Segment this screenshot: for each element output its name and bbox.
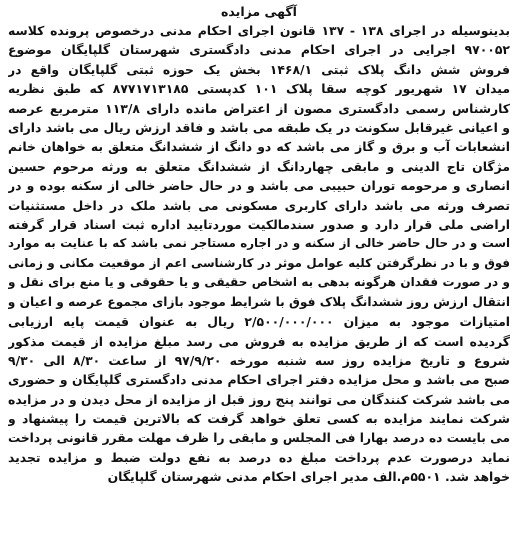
notice-line: و اعیانی غیرقابل سکونت در یک طبقه می باشد و فاقد ارزش ریال می باشد دارای (8, 120, 510, 136)
notice-line: نماید درصورت عدم پرداخت مبلغ ده درصد به نفع دولت ضبط و مزایده تجدید (8, 449, 510, 465)
notice-signature-line: خواهد شد. ۵۵۰۱م.الف مدیر اجرای احکام مدنی شهرستان گلپایگان (107, 469, 510, 485)
notice-line: می بایست ده درصد بهارا فی المجلس و مابقی را ظرف مهلت مقرر قانونی پرداخت (8, 430, 510, 445)
notice-line: بدینوسیله در اجرای ۱۳۸ - ۱۳۷ قانون اجرای احکام مدنی درخصوص پرونده کلاسه (8, 23, 510, 38)
notice-line: انتقال ارزش روز ششدانگ پلاک فوق با شرایط موجود بازای مجموع عرصه و اعیان و (8, 294, 510, 309)
notice-line: و در صورت فقدان هرگونه بدهی به اشخاص حقیقی و یا حقوقی و یا منع برای نقل و (8, 275, 510, 290)
notice-line: شرکت نمایند مزایده به کسی تعلق خواهد گرفت که بالاترین قیمت را پیشنهاد و (8, 411, 510, 427)
notice-title: آگهی مزایده (221, 4, 297, 19)
notice-line: امتیازات موجود به میزان ۲/۵۰۰/۰۰۰/۰۰۰ ریال به عنوان قیمت پایه ارزیابی (8, 314, 510, 330)
notice-line: گردیده است که از طریق مزایده به فروش می رسد مبلغ مزایده از قیمت مذکور (8, 333, 510, 349)
notice-line: ۹۷۰۰۵۲ اجرایی در اجرای احکام مدنی دادگستری شهرستان گلپایگان موضوع (8, 42, 510, 58)
notice-line: فروش شش دانگ پلاک ثبتی ۱۴۶۸/۱ بخش یک حوزه ثبتی گلپایگان واقع در (8, 61, 510, 77)
notice-line: صبح می باشد و محل مزایده دفتر اجرای احکام مدنی دادگستری گلپایگان و حضوری (8, 372, 510, 388)
notice-body (8, 21, 510, 487)
notice-line: شروع و تاریخ مزایده روز سه شنبه مورخه ۹۷/۹/۲۰ از ساعت ۸/۳۰ الی ۹/۳۰ (8, 352, 510, 368)
notice-line: می باشد شرکت کنندگان می توانند پنج روز قبل از مزایده از محل دیدن و در مزایده (8, 391, 510, 407)
notice-line: فوق و با در نظرگرفتن کلیه عوامل موثر در کارشناسی اعم از موقعیت مکانی و زمانی (8, 255, 510, 270)
notice-line: میدان ۱۷ شهریور کوچه سقا پلاک ۱۰۱ کدپستی ۸۷۷۱۷۱۳۱۸۵ که طبق نظریه (8, 81, 510, 97)
notice-line: انشعابات آب و برق و گاز می باشد که دو دانگ از ششدانگ متعلق به خواهان خانم (8, 139, 510, 155)
notice-line: اراضی ملی قرار دارد و صدور سندمالکیت موردتایید اداره ثبت اسناد قرار گرفته (8, 217, 510, 233)
notice-line: انصاری و مرحومه توران حبیبی می باشد و در حال حاضر خالی از سکنه بوده و در (8, 178, 510, 194)
notice-line: مژگان تاج الدینی و مابقی چهاردانگ از ششدانگ متعلق به ورثه مرحوم حسین (8, 158, 510, 174)
notice-line: کارشناس رسمی دادگستری مصون از اعتراض مانده دارای ۱۱۳/۸ مترمربع عرصه (8, 100, 510, 116)
notice-line: است و در حال حاضر خالی از سکنه و در اجاره مستاجر نمی باشد که با عنایت به موارد (8, 236, 510, 251)
notice-line: تصرف ورثه می باشد دارای کاربری مسکونی می باشد ملک در داخل مستثنیات (8, 197, 510, 213)
